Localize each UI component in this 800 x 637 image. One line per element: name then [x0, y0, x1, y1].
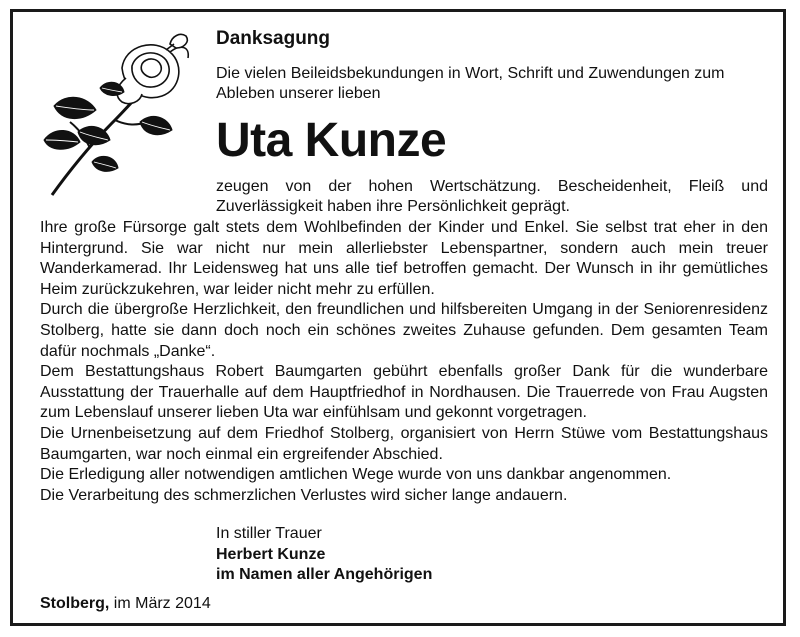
intro-text: Die vielen Beileidsbekundungen in Wort, Schrift und Zuwendungen zum Ableben unserer lieben — [216, 65, 725, 102]
signature-block — [216, 524, 432, 586]
signature-line: In stiller Trauer — [216, 525, 322, 542]
body-paragraph: Die Erledigung aller notwendigen amtlichen Wege wurde von uns dankbar angenommen. — [40, 466, 672, 484]
body-paragraph: Die Urnenbeisetzung auf dem Friedhof Stolberg, organisiert von Herrn Stüwe vom Bestattungshaus Baumgarten, war noch einmal ein ergreifender Abschied. — [40, 424, 768, 463]
signature-family-line: im Namen aller Angehörigen — [216, 566, 433, 583]
heading: Danksagung — [216, 28, 331, 49]
body-paragraph: Die Verarbeitung des schmerzlichen Verlustes wird sicher lange andauern. — [40, 486, 568, 504]
place-date — [40, 594, 211, 614]
body-text — [40, 218, 768, 506]
body-paragraph: Durch die übergroße Herzlichkeit, den freundlichen und hilfsbereiten Umgang in der Seniorenresidenz Stolberg, hatte sie dann doch noch ein schönes zweites Zuhause gefunden. Dem gesamten Team dafür nochmals „Danke“. — [40, 301, 768, 360]
signer-name: Herbert Kunze — [216, 545, 326, 563]
date: im März 2014 — [113, 595, 211, 612]
body-paragraph: Dem Bestattungshaus Robert Baumgarten gebührt ebenfalls großer Dank für die wunderbare Ausstattung der Trauerhalle auf dem Hauptfriedhof in Nordhausen. Die Trauerrede von Frau Augsten zum Lebenslauf unserer lieben Uta war einfühlsam und gekonnt vorgetragen. — [40, 363, 768, 422]
body-paragraph: Ihre große Fürsorge galt stets dem Wohlbefinden der Kinder und Enkel. Sie selbst trat eher in den Hintergrund. Sie war nicht nur mein allerliebster Lebenspartner, sondern auch mein treuer Wanderkamerad. Ihr Leidensweg hat uns alle tief betroffen gemacht. Der Wunsch in ihr gemütliches Heim zurückzukehren, war leider nicht mehr zu erfüllen. — [40, 219, 768, 298]
place: Stolberg, — [40, 595, 110, 612]
rose-icon — [30, 30, 195, 200]
first-paragraph: zeugen von der hohen Wertschätzung. Bescheidenheit, Fleiß und Zuverlässigkeit haben ihre Persönlichkeit geprägt. — [216, 178, 768, 215]
deceased-name: Uta Kunze — [216, 114, 447, 167]
